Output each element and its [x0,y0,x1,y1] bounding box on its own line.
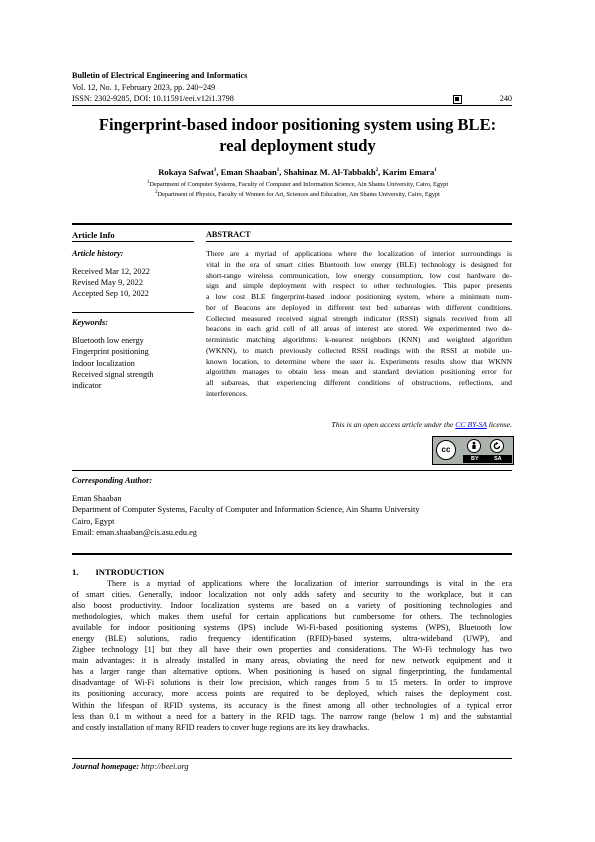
author-name: Eman Shaaban [220,167,277,177]
keyword: Indoor localization [72,358,135,368]
abstract-line: terministic matching algorithms: k-nearest neighbors (KNN) and weighted algorithm [206,335,512,344]
abstract-line: There are a myriad of applications where the localization of interior surroundings is [206,249,512,258]
paper-title [60,114,535,156]
affiliation-sup: 1 [146,179,150,185]
keyword-list [72,335,154,391]
abstract-line: interferences. [206,388,248,398]
intro-line: has a larger range than alternative options. When positioning is based on signal fingerprinting, the fundamental [72,667,512,677]
abstract-line: a low cost BLE fingerprint-based indoor positioning system, where a minimum num- [206,292,512,301]
intro-paragraph [72,578,512,733]
intro-line: Zigbee technology [1] but they all have their own properties and considerations. The Wi-Fi technology has two [72,645,512,655]
author-name: Karim Emara [382,167,435,177]
intro-line: less than 0.1 m without a need for a battery in the RFID tags. The narrow range (below 1 m) and the substantial [72,711,512,721]
intro-line: its positioning accuracy, more access points are required to be deployed, which raises the deployment cost. [72,689,512,699]
homepage-link[interactable]: http://beei.org [141,762,189,771]
abstract-line: all subareas, that experiencing different conditions of obstructions, reflections, and [206,378,512,387]
page-number: 240 [499,94,512,103]
affiliation-text: Department of Physics, Faculty of Women for Art, Sciences and Education, Ain Shams University, Cairo, Egypt [157,191,440,198]
received-date: Received Mar 12, 2022 [72,267,150,276]
by-label: BY [471,456,479,462]
accepted-date: Accepted Sep 10, 2022 [72,289,149,298]
cc-icon: cc [436,440,456,460]
header-rule [72,105,512,106]
box-mid-rule [72,470,512,471]
abstract-line: known location, to determine where the user is. Experiments results show that WKNN [206,356,512,366]
author-list: Rokaya Safwat$^1$, Eman Shaaban$^1$, Shahinaz M. Al-Tabbakh$^2$, Karim Emara$^1$ [158,167,437,177]
license-suffix: license. [486,420,512,429]
author-sup: 1 [434,168,437,174]
abstract-line: (WKNN), to match previously collected RSSI readings with the RSSI at mobile un- [206,345,512,355]
journal-homepage [72,762,189,771]
intro-number: 1. [72,567,79,577]
intro-line: of smart cities. Generally, indoor localization not only adds safety and security to the workplace, but it can [72,590,512,600]
cc-by-sa-link[interactable]: CC BY-SA [455,420,487,429]
abstract-text [206,249,512,400]
affiliation-2 [60,190,535,200]
by-person-icon [467,439,481,453]
history-heading: Article history: [72,249,124,258]
box-top-rule [72,223,512,225]
title-line-2: real deployment study [219,136,376,155]
homepage-label: Journal homepage: [72,762,142,771]
revised-date: Revised May 9, 2022 [72,278,143,287]
title-line-1: Fingerprint-based indoor positioning system using BLE: [98,115,497,134]
sa-share-icon [490,439,504,453]
corresponding-email[interactable]: Email: eman.shaaban@cis.asu.edu.eg [72,527,197,537]
article-info-heading: Article Info [72,230,115,240]
intro-line: available for indoor positioning systems (IPS) include Wi-Fi-based positioning systems (WPS), Bluetooth low [72,623,512,633]
keyword: Fingerprint positioning [72,347,149,357]
journal-name: Bulletin of Electrical Engineering and Informatics [72,71,248,80]
sa-label: SA [494,456,502,462]
affiliation-sup: 2 [155,189,158,195]
footer-rule [72,758,512,759]
intro-line: disadvantage of Wi-Fi solutions is their low precision, which ranges from 5 to 15 meters. In order to improve [72,678,512,688]
keyword: indicator [72,381,102,391]
keyword: Bluetooth low energy [72,336,144,345]
abstract-head-rule [206,241,512,242]
intro-line: There is a myriad of applications where the localization of interior surroundings is vital in the era [107,579,512,588]
intro-line: also boost productivity. Indoor localization systems are based on a variety of positioning technologies and [72,601,512,611]
corresponding-details [72,493,420,538]
keywords-rule [72,312,194,313]
journal-logo-icon [453,95,462,104]
affiliation-1 [60,180,535,190]
intro-line: energy (BLE) solutions, radio frequency identification (RFID)-based systems, ultra-wideband (UWP), and [72,634,512,644]
cc-license-badge[interactable] [432,436,514,465]
abstract-line: sign and simple deployment with respect to other technologies. This paper presents [206,281,512,291]
corresponding-city: Cairo, Egypt [72,516,115,526]
abstract-line: ber of Beacons are deployed in different test bed subareas with different conditions. [206,302,512,312]
intro-line: main advantages: it is already installed in many areas, obviating the need for new network equipment and it [72,656,512,666]
corresponding-name: Eman Shaaban [72,494,122,503]
issn-doi: ISSN: 2302-9285, DOI: 10.11591/eei.v12i1.3798 [72,94,234,103]
intro-line: Within the lifespan of RFID systems, its accuracy is the finest among all other technologies of a typical error [72,700,512,710]
author-sup: 1 [213,168,217,174]
author-sup: 1 [276,168,280,174]
keyword: Received signal strength [72,369,154,379]
keywords-heading: Keywords: [72,318,108,327]
license-note [206,420,512,429]
box-bottom-rule [72,553,512,555]
author-name: Shahinaz M. Al-Tabbakh [283,167,376,177]
corresponding-dept: Department of Computer Systems, Faculty of Computer and Information Science, Ain Shams University [72,505,420,515]
author-name: Rokaya Safwat [158,167,214,177]
license-prefix: This is an open access article under the [331,420,456,429]
corresponding-heading: Corresponding Author: [72,476,153,485]
intro-title: INTRODUCTION [95,567,165,577]
abstract-line: Collected measured received signal strength indicator (RSSI) signals received from all [206,313,512,323]
abstract-line: algorithm manages to obtain less mean and standard deviation positioning error for [206,367,512,377]
abstract-line: short-range wireless communication, low energy consumption, low cost hardware de- [206,270,512,280]
abstract-line: vital in the era of smart cities Bluetooth low energy (BLE) technology is designed for [206,259,512,269]
abstract-heading: ABSTRACT [206,230,251,239]
intro-line: methodologies, which makes them useful for certain applications but cumbersome for others. The technologies [72,612,512,622]
intro-heading [72,567,164,577]
abstract-line: beacons in each grid cell of all areas of interest are stored. We experimented two de- [206,324,512,334]
author-sup: 2 [375,168,379,174]
affiliation-text: Department of Computer Systems, Faculty of Computer and Information Science, Ain Shams University, Cairo, Egypt [149,181,449,188]
volume-info: Vol. 12, No. 1, February 2023, pp. 240~249 [72,83,216,92]
cc-badge-strip [463,455,512,463]
intro-line: and costly installation of many RFID readers to cover huge regions are its key drawbacks. [72,722,370,732]
info-head-rule [72,241,194,242]
